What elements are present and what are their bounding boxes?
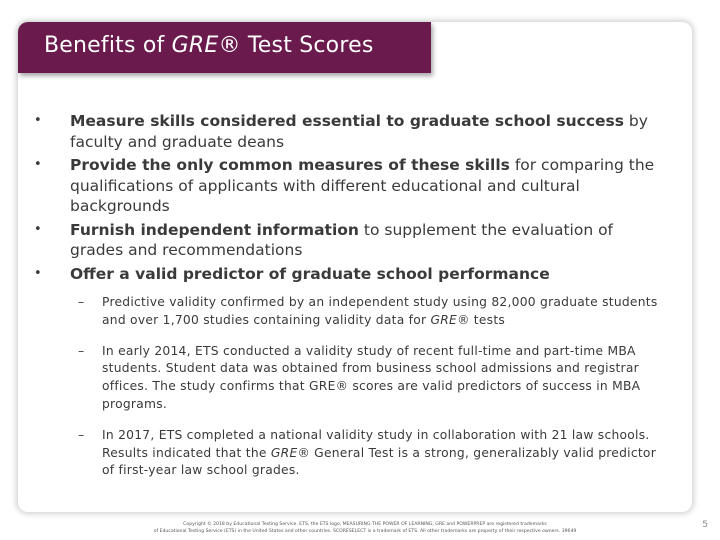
dash-icon: –: [78, 295, 85, 309]
sub-bullet-item: – Predictive validity confirmed by an independent study using 82,000 graduate students and over 1,700 studies containing validity data for GRE® tests: [78, 295, 658, 327]
bullet-item: • Provide the only common measures of these skills for comparing the qualifications of applicants with different educational and cultural backgrounds: [34, 156, 655, 215]
bullet-item: • Measure skills considered essential to graduate school success by faculty and graduate deans: [34, 112, 648, 151]
bullet-dot-icon: •: [34, 157, 42, 172]
bullet-dot-icon: •: [34, 265, 42, 281]
copyright-footer: Copyright © 2018 by Educational Testing Service. ETS, the ETS logo, MEASURING THE POWER OF LEARNING, GRE and POWERPREP are registered trademarks of Educational Testing Service (ETS) in the United States and other countries. SCORESELECT is a trademark of ETS. All other trademarks are property of their respective owners. 39649: [153, 522, 577, 534]
bullet-dot-icon: •: [34, 221, 42, 237]
slide-title: Benefits of GRE® Test Scores: [44, 33, 374, 58]
bullet-dot-icon: •: [34, 113, 42, 128]
sub-bullet-item: – In early 2014, ETS conducted a validity study of recent full-time and part-time MBA students. Student data was obtained from business school admissions and registrar offices. The study confirms that GRE® scores are valid predictors of success in MBA programs.: [78, 343, 641, 411]
page-number: 5: [702, 520, 708, 530]
dash-icon: –: [78, 343, 85, 358]
sub-bullet-list: [78, 294, 660, 493]
title-bar: [18, 22, 431, 73]
bullet-item: • Offer a valid predictor of graduate school performance: [34, 264, 550, 283]
bullet-item: • Furnish independent information to supplement the evaluation of grades and recommendations: [34, 220, 614, 259]
bullet-list: [22, 111, 662, 287]
sub-bullet-item: – In 2017, ETS completed a national validity study in collaboration with 21 law schools. Results indicated that the GRE® General Test is a strong, generalizably valid predictor of first-year law school grades.: [78, 427, 657, 478]
dash-icon: –: [78, 427, 85, 442]
